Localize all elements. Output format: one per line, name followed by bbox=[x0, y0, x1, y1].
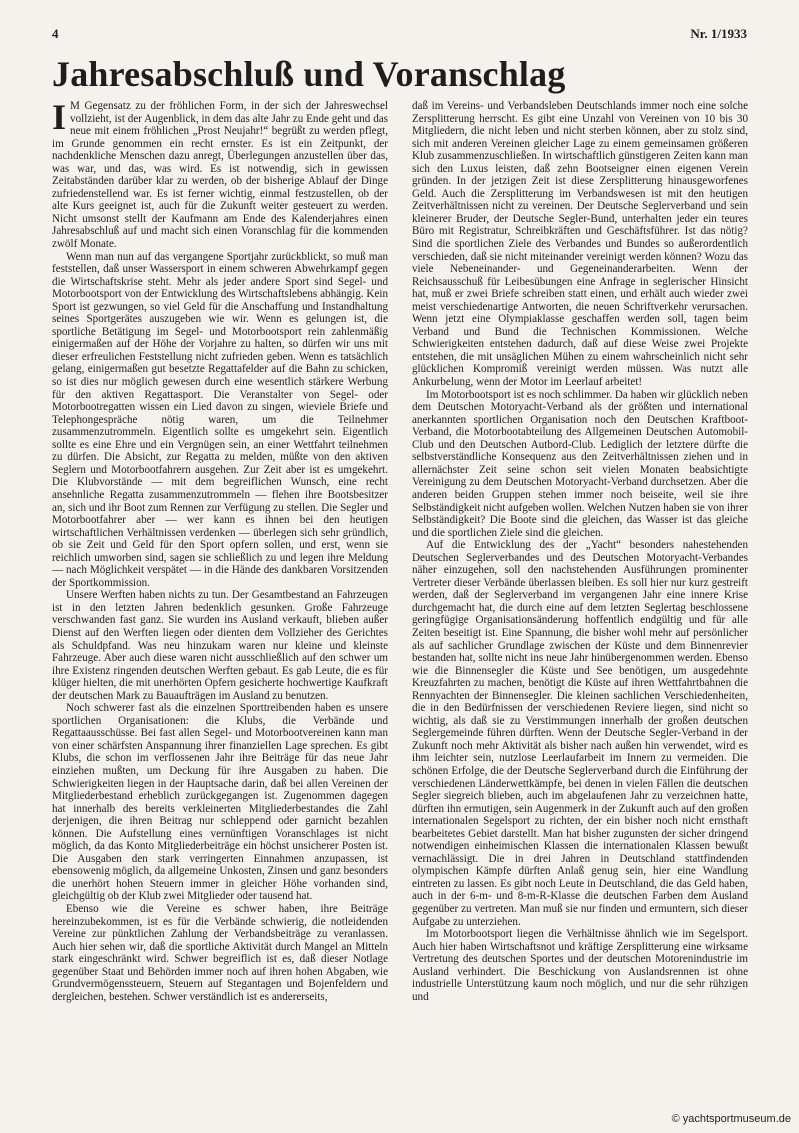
right-column bbox=[412, 100, 748, 1100]
paragraph-1 bbox=[52, 100, 388, 251]
paragraph-3: Unsere Werften haben nichts zu tun. Der Gesamtbestand an Fahrzeugen ist in den letzten Jahren bedenklich gesunken. Große Fahrzeuge verschwanden fast ganz. Sie wurden ins Ausland verkauft, blieben außer Dienst auf den Werften liegen oder dienten dem Vollzieher des Gerichtes als Schuldpfand. Was neu hinzukam waren nur kleine und kleinste Fahrzeuge. Aber auch diese waren nicht ausschließlich auf den schwer um ihre Existenz ringenden deutschen Werften gebaut. Es gab Leute, die es für klüger hielten, die mit unerhörten Opfern gesicherte hochwertige Kaufkraft der deutschen Mark zu Bauaufträgen im Ausland zu benutzen. bbox=[52, 589, 388, 702]
drop-cap: I bbox=[52, 100, 67, 137]
page-number: 4 bbox=[52, 26, 59, 41]
article-title: Jahresabschluß und Voranschlag bbox=[52, 54, 566, 94]
paragraph-9: Im Motorbootsport liegen die Verhältnisse ähnlich wie im Segelsport. Auch hier haben Wirtschaftsnot und kräftige Zersplitterung eine wirksame Vertretung des deutschen Sportes und der deutschen Motorenindustrie im Ausland verhindert. Die Beschickung von Auslandsrennen ist ohne industrielle Unterstützung kaum noch möglich, und nur die sehr rühzigen und bbox=[412, 928, 748, 1003]
paragraph-7: Im Motorbootsport ist es noch schlimmer. Da haben wir glücklich neben dem Deutschen Motoryacht-Verband als der größten und international anerkannten sportlichen Organisation noch den Deutschen Kraftboot-Verband, die Motorbootabteilung des Allgemeinen Deutschen Automobil-Club und den Deutschen Autbord-Club. Lediglich der letztere dürfte die selbstverständliche Konsequenz aus den Zeitverhältnissen ziehen und in allernächster Zeit seine schon seit vielen Monaten beabsichtigte Vereinigung zu dem Deutschen Motoryacht-Verband durchsetzen. Aber die anderen beiden Gruppen stehen immer noch beiseite, weil sie ihre Selbständigkeit nicht aufgeben wollen. Welchen Nutzen haben sie von ihrer Selbständigkeit? Die Boote sind die gleichen, das Wasser ist das gleiche und die sportlichen Ziele sind die gleichen. bbox=[412, 388, 748, 539]
issue-number: Nr. 1/1933 bbox=[690, 26, 747, 41]
paragraph-4: Noch schwerer fast als die einzelnen Sporttreibenden haben es unsere sportlichen Organisationen: die Klubs, die Verbände und Regattaausschüsse. Bei fast allen Segel- und Motorbootvereinen kann man von einer schärfsten Anspannung ihrer finanziellen Lage sprechen. Es gibt Klubs, die schon im verflossenen Jahr ihre Beiträge für das neue Jahr einziehen mußten, um Deckung für ihre Ausgaben zu haben. Die Schwierigkeiten liegen in der Hauptsache darin, daß bei allen Vereinen der Mitgliederbestand erheblich zurückgegangen ist. Zugenommen dagegen hat innerhalb des bereits verkleinerten Mitgliederbestandes die Zahl derjenigen, die ihren Beitrag nur schleppend oder garnicht bezahlen können. Die Aufstellung eines vernünftigen Voranschlages ist nicht möglich, da das Konto Mitgliederbeiträge ein höchst unsicherer Posten ist. Die Ausgaben den stark verringerten Einnahmen anzupassen, ist ebensowenig möglich, da allgemeine Unkosten, Zinsen und ganz besonders die unerhört hohen Steuern immer in gleicher Höhe vorhanden sind, gleichgültig ob der Klub zwei Mitglieder oder tausend hat. bbox=[52, 702, 388, 903]
paragraph-2: Wenn man nun auf das vergangene Sportjahr zurückblickt, so muß man feststellen, daß unser Wassersport in einem schweren Abwehrkampf gegen die Wirtschaftskrise steht. Mehr als jeder andere Sport sind Segel- und Motorbootsport von der Entwicklung des Wirtschaftslebens abhängig. Kein Sport ist gezwungen, so viel Geld für die Anschaffung und Instandhaltung seines Sportgerätes auszugeben wie wir. Wenn es gelungen ist, die sportliche Betätigung im Segel- und Motorbootsport rein zahlenmäßig einigermaßen auf der Höhe der Vorjahre zu halten, so dürfen wir uns mit dieser erfreulichen Feststellung nicht zufrieden geben. Wenn es tatsächlich gelang, einigermaßen gut besetzte Regattafelder auf die Bahn zu schicken, so ist dies nur möglich gewesen durch eine wesentlich stärkere Werbung für den aktiven Regattasport. Die Veranstalter von Segel- oder Motorbootregatten wissen ein Lied davon zu singen, wieviele Briefe und Telephongespräche nötig waren, um die Teilnehmer zusammenzutrommeln. Eigentlich sollte es umgekehrt sein. Eigentlich sollte es eine Ehre und ein Vergnügen sein, an einer Wettfahrt teilnehmen zu dürfen. Die Absicht, zur Regatta zu melden, müßte von den aktiven Seglern und Motorbootfahrern ausgehen. Zur Zeit aber ist es umgekehrt. Die Klubvorstände — mit dem begreiflichen Wunsch, eine recht ansehnliche Regatta zusammenzutrommeln — flehen ihre Bootsbesitzer an, sich und ihr Boot zum Rennen zur Verfügung zu stellen. Die Segler und Motorbootfahrer aber — wer kann es ihnen bei den heutigen wirtschaftlichen Verhältnissen verdenken — überlegen sich sehr gründlich, ob sie Zeit und Geld für den Sport opfern sollen, und erst, wenn sie reichlich umworben sind, sagen sie schließlich zu und legen ihre Meldung — nach Möglichkeit verspätet — in die Hände des dankbaren Vorsitzenden der Sportkommission. bbox=[52, 250, 388, 589]
paragraph-1-text: M Gegensatz zu der fröhlichen Form, in der sich der Jahreswechsel vollzieht, ist der Augenblick, in dem das alte Jahr zu Ende geht und das neue mit einem fröhlichen „Prost Neujahr!“ begrüßt zu werden pflegt, im Grunde genommen ein recht ernster. Es ist ein Zeitpunkt, der nachdenkliche Menschen dazu anregt, Überlegungen anzustellen über das, was war, und das, was wird. Es ist notwendig, sich in gewissen Zeitabständen darüber klar zu werden, ob der bisherige Ablauf der Dinge zufriedenstellend war. Es ist ferner wichtig, einmal festzustellen, ob der alte Kurs geeignet ist, auch für die Zukunft weiter gesteuert zu werden. Nicht umsonst stellt der Kaufmann am Ende des Kalenderjahres einen Jahresabschluß auf und macht sich einen Voranschlag für die kommenden zwölf Monate. bbox=[52, 100, 388, 251]
left-column bbox=[52, 100, 388, 1100]
watermark: © yachtsportmuseum.de bbox=[671, 1113, 791, 1125]
paragraph-6: daß im Vereins- und Verbandsleben Deutschlands immer noch eine solche Zersplitterung herrscht. Es gibt eine Unzahl von Vereinen von 10 bis 30 Mitgliedern, die nicht leben und nicht sterben können, aber zu stolz sind, sich mit anderen Vereinen gleicher Lage zu einem gemeinsamen größeren Klub zusammenzuschließen. In wirtschaftlich günstigeren Zeiten kann man sich den Luxus leisten, daß zehn Bootseigner einen eigenen Verein gründen. In der jetzigen Zeit ist diese Zersplitterung hinausgeworfenes Geld. Auch die Zersplitterung im Verbandswesen ist mit den heutigen Zeitverhältnissen nicht zu vereinen. Der Deutsche Seglerverband und sein kleinerer Bruder, der Deutsche Segler-Bund, unterhalten jeder ein teures Büro mit Registratur, Schreibkräften und Geschäftsführer. Ist das nötig? Sind die sportlichen Ziele des Verbandes und Bundes so außerordentlich verschieden, daß sie nicht miteinander vereinigt werden können? Wozu das viele Nebeneinander- und Gegeneinanderarbeiten. Wenn der Reichsausschuß für Leibesübungen eine Anfrage in seglerischer Hinsicht hat, muß er zwei Briefe schreiben statt einen, und erhält auch wieder zwei meist verschiedenartige Antworten, die neuen Schriftverkehr verursachen. Wenn jetzt eine Olympiaklasse geschaffen werden soll, tagen beim Verband und Bund die Technischen Kommissionen. Welche Schwierigkeiten entstehen dadurch, daß auf diese Weise zwei Projekte entstehen, die mit unsäglichen Mühen zu einem wahrscheinlich nicht sehr glücklichen Kompromiß vereinigt werden müssen. Was nutzt alle Ankurbelung, wenn der Motor im Leerlauf arbeitet! bbox=[412, 100, 748, 389]
paragraph-8: Auf die Entwicklung des der „Yacht“ besonders nahestehenden Deutschen Seglerverbandes und des Deutschen Motoryacht-Verbandes näher einzugehen, soll den nachstehenden Ausführungen prominenter Vertreter dieser Verbände überlassen bleiben. Es soll hier nur kurz gestreift werden, daß der Seglerverband im vergangenen Jahr eine innere Krise durchgemacht hat, die durch eine auf dem letzten Seglertag beschlossene geringfügige Organisationsänderung hoffentlich endgültig und für alle Zeiten beseitigt ist. Eine Spannung, die bisher wohl mehr auf persönlicher als auf sachlicher Grundlage zwischen der Küste und dem Binnenrevier bestanden hat, sollte nicht ins neue Jahr hinübergenommen werden. Ebenso wie die Binnensegler die Küste und See benötigen, um ausgedehnte Kreuzfahrten zu machen, benötigt die Küste auf ihren Wettfahrtbahnen die Rennyachten der Binnensegler. Die kleinen sachlichen Verschiedenheiten, die in den Bedürfnissen der verschiedenen Reviere liegen, sind nicht so wichtig, als daß sie zu Verstimmungen innerhalb der großen deutschen Seglergemeinde führen dürften. Wenn der Deutsche Segler-Verband in der Zukunft noch mehr Aktivität als bisher nach außen hin verwendet, wird es ihm leichter sein, nutzlose Leerlaufarbeit im Innern zu vermeiden. Die schönen Erfolge, die der Deutsche Seglerverband durch die Einführung der verschiedenen Länderwettkämpfe, bei denen in vielen Fällen die deutschen Segler siegreich blieben, auch im abgelaufenen Jahr zu verzeichnen hatte, dürften ihn ermutigen, sein Augenmerk in der Zukunft auch auf den großen internationalen Segelsport zu richten, der ein bisher noch nicht ernsthaft bearbeitetes Gebiet darstellt. Man hat bisher zugunsten der sicher dringend notwendigen einheimischen Klassen die internationalen Klassen bewußt vernachlässigt. Die in drei Jahren in Deutschland stattfindenden olympischen Kämpfe dürften Anlaß genug sein, hier eine Wandlung eintreten zu lassen. Es gibt noch Leute in Deutschland, die das Geld haben, auch in der 6-m- und 8-m-R-Klasse die deutschen Farben dem Ausland gegenüber zu vertreten. Man muß sie nur finden und ermuntern, sich dieser Aufgabe zu unterziehen. bbox=[412, 539, 748, 928]
paragraph-5: Ebenso wie die Vereine es schwer haben, ihre Beiträge hereinzubekommen, ist es für die Verbände schwierig, die notleidenden Vereine zur pünktlichen Zahlung der Verbandsbeiträge zu veranlassen. Auch hier sehen wir, daß die sportliche Aktivität durch Mangel an Mitteln stark eingeschränkt wird. Schwer begreiflich ist es, daß dieser Notlage gegenüber Staat und Behörden immer noch auf ihren hohen Abgaben, wie Grundvermögenssteuern, Steuern auf Stegantagen und Bojenfeldern und dergleichen, bestehen. Schwer verständlich ist es andererseits, bbox=[52, 903, 388, 1003]
page-header bbox=[52, 26, 747, 42]
